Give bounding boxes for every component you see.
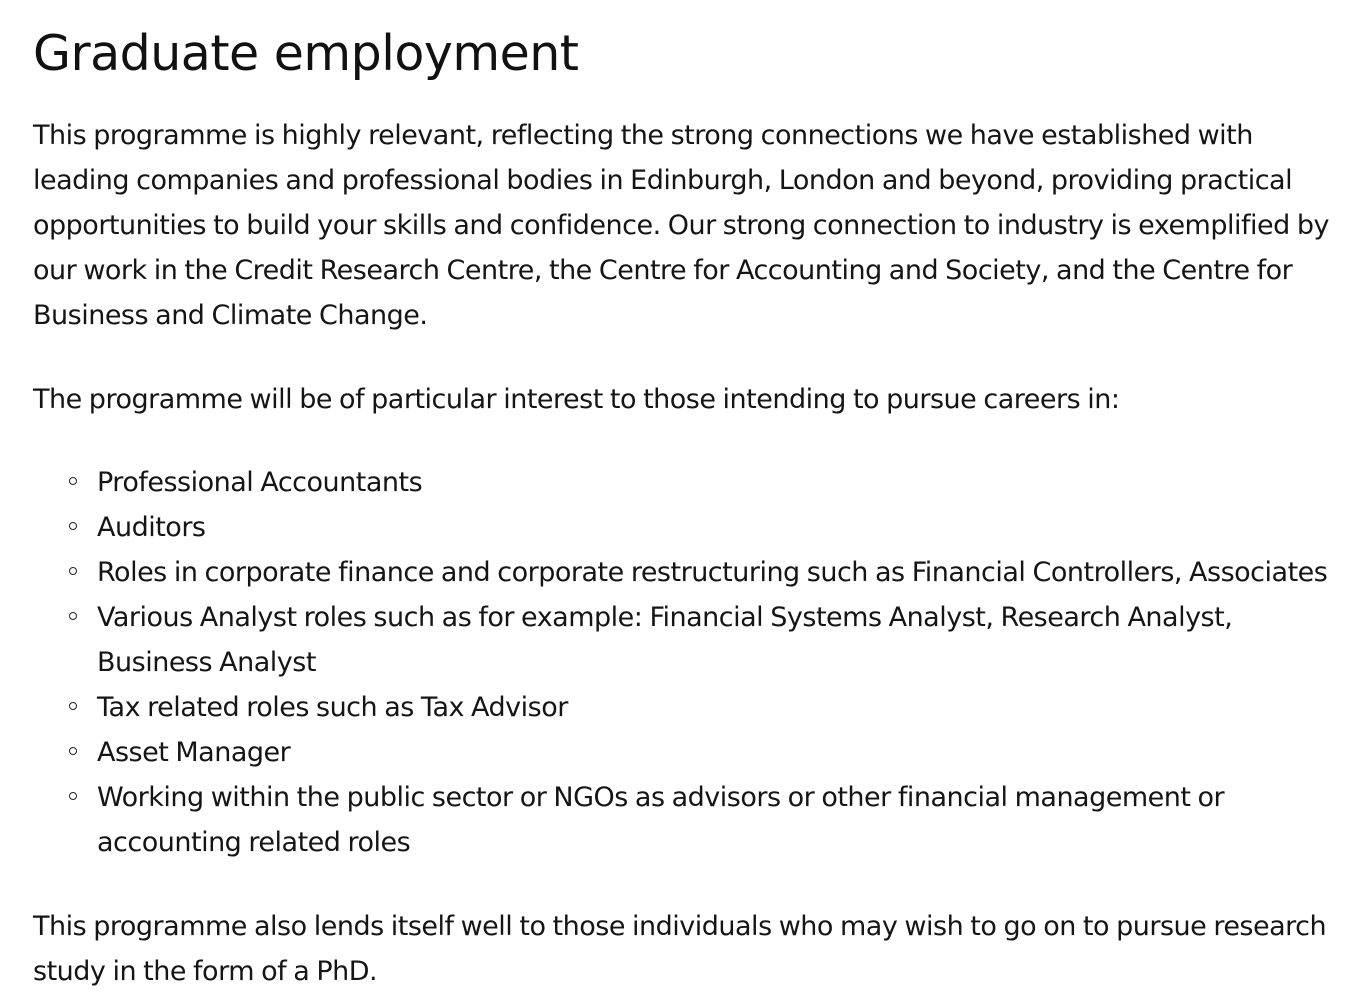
- list-item-text: Professional Accountants: [97, 467, 423, 498]
- list-item: [97, 730, 1333, 775]
- circle-bullet-icon: [69, 477, 77, 485]
- list-item-text: Working within the public sector or NGOs as advisors or other financial management or accounting related roles: [97, 782, 1225, 858]
- circle-bullet-icon: [69, 702, 77, 710]
- list-item: [97, 685, 1333, 730]
- section-title: Graduate employment: [33, 25, 579, 82]
- list-item-text: Tax related roles such as Tax Advisor: [97, 692, 568, 723]
- list-item: [97, 595, 1333, 685]
- list-item: [97, 775, 1333, 865]
- list-item-text: Various Analyst roles such as for example: Financial Systems Analyst, Research Analyst, Business Analyst: [97, 602, 1233, 678]
- list-item: [97, 550, 1333, 595]
- list-item: [97, 460, 1333, 505]
- list-item-text: Roles in corporate finance and corporate restructuring such as Financial Controllers, Associates: [97, 557, 1328, 588]
- careers-list: [33, 460, 1333, 865]
- circle-bullet-icon: [69, 612, 77, 620]
- circle-bullet-icon: [69, 747, 77, 755]
- list-item: [97, 505, 1333, 550]
- closing-paragraph: This programme also lends itself well to those individuals who may wish to go on to pursue research study in the form of a PhD.: [33, 911, 1327, 987]
- graduate-employment-section: [33, 0, 1333, 994]
- intro-paragraph: This programme is highly relevant, reflecting the strong connections we have established with leading companies and professional bodies in Edinburgh, London and beyond, providing practical opportunities to build your skills and confidence. Our strong connection to industry is exemplified by our work in the Credit Research Centre, the Centre for Accounting and Society, and the Centre for Business and Climate Change.: [33, 120, 1329, 331]
- careers-lead-paragraph: The programme will be of particular interest to those intending to pursue careers in:: [33, 384, 1120, 415]
- circle-bullet-icon: [69, 792, 77, 800]
- circle-bullet-icon: [69, 567, 77, 575]
- list-item-text: Asset Manager: [97, 737, 291, 768]
- list-item-text: Auditors: [97, 512, 206, 543]
- circle-bullet-icon: [69, 522, 77, 530]
